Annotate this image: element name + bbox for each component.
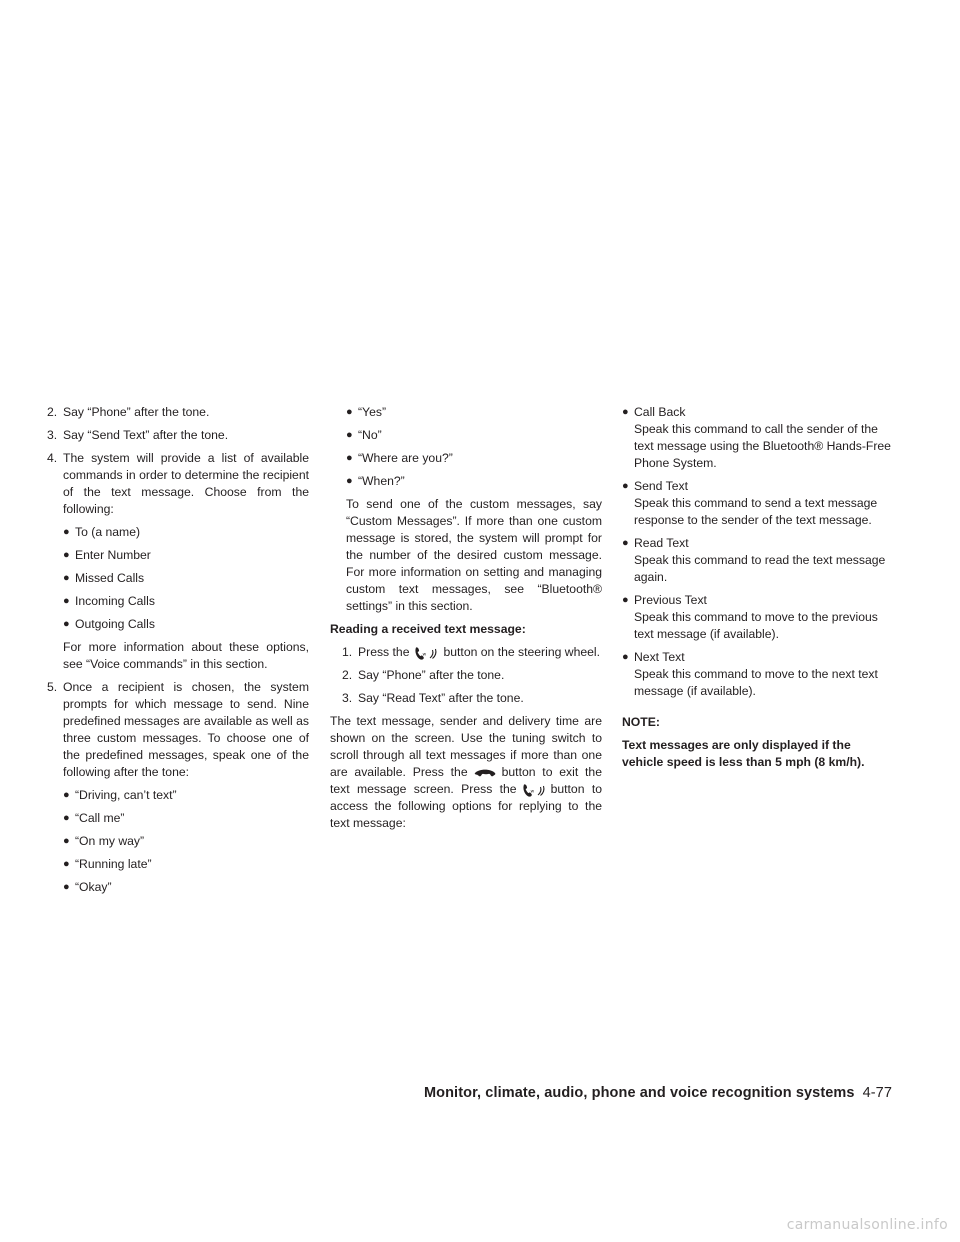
- bullet-icon: ●: [346, 452, 353, 464]
- read-step-3: 3. Say “Read Text” after the tone.: [342, 691, 524, 705]
- svg-text:w: w: [530, 789, 534, 795]
- option-next-text: ● Next Text Speak this command to move to the next text message (if available).: [622, 650, 878, 698]
- step-2: 2. Say “Phone” after the tone.: [47, 405, 210, 419]
- more-messages: [346, 404, 602, 615]
- left-column: [47, 404, 309, 902]
- list-item: ● To (a name): [63, 525, 141, 539]
- right-column: [622, 404, 894, 777]
- list-item: ● Incoming Calls: [63, 594, 155, 608]
- page-footer: [292, 1085, 892, 1102]
- svg-text:w: w: [422, 652, 427, 658]
- list-item: ● “Call me”: [63, 811, 125, 825]
- section-heading: Reading a received text message:: [330, 622, 526, 636]
- list-item: ● “No”: [346, 428, 382, 442]
- section-title: Monitor, climate, audio, phone and voice recognition systems: [423, 1085, 855, 1101]
- read-step-1: 1. Press the w button on the steering wheel.: [342, 645, 600, 659]
- list-item: ● “Where are you?”: [346, 451, 453, 465]
- read-step-2: 2. Say “Phone” after the tone.: [342, 668, 505, 682]
- list-item: ● “Driving, can’t text”: [63, 788, 177, 802]
- bullet-icon: ●: [346, 406, 353, 418]
- page-number: 4-77: [862, 1085, 892, 1101]
- step-4-options: [63, 524, 309, 673]
- bullet-icon: ●: [622, 651, 629, 663]
- option-send-text: ● Send Text Speak this command to send a text message response to the sender of the text message.: [622, 479, 878, 527]
- option-previous-text: ● Previous Text Speak this command to move to the previous text message (if available).: [622, 593, 878, 641]
- phone-talk-icon: [521, 783, 547, 797]
- watermark: carmanualsonline.info: [786, 1217, 948, 1233]
- note-text: Text messages are only displayed if the vehicle speed is less than 5 mph (8 km/h).: [622, 738, 865, 769]
- bullet-icon: ●: [63, 881, 70, 893]
- middle-column: [330, 404, 602, 838]
- list-item: ● “Okay”: [63, 880, 112, 894]
- bullet-icon: ●: [63, 618, 70, 630]
- list-item: ● Missed Calls: [63, 571, 145, 585]
- bullet-icon: ●: [622, 594, 629, 606]
- bullet-icon: ●: [63, 549, 70, 561]
- step-3: 3. Say “Send Text” after the tone.: [47, 428, 229, 442]
- bullet-icon: ●: [622, 537, 629, 549]
- bullet-icon: ●: [63, 526, 70, 538]
- bullet-icon: ●: [63, 789, 70, 801]
- bullet-icon: ●: [346, 429, 353, 441]
- list-item: ● “Running late”: [63, 857, 152, 871]
- step-5: 5. Once a recipient is chosen, the system prompts for which message to send. Nine predefined messages are available as well as three custom messages. To choose one of the predefined messages, speak one of the following after the tone:: [47, 680, 309, 779]
- list-item: ● Outgoing Calls: [63, 617, 155, 631]
- reading-paragraph: The text message, sender and delivery time are shown on the screen. Use the tuning switch to scroll through all text messages if more than one are available. Press the button to exit the text message screen. Press the w button to access the following options for replying to the text message:: [330, 714, 603, 830]
- step-5-messages: [63, 787, 309, 896]
- option-call-back: ● Call Back Speak this command to call the sender of the text message using the Bluetooth® Hands-Free Phone System.: [622, 405, 891, 470]
- list-item: ● Enter Number: [63, 548, 151, 562]
- bullet-icon: ●: [63, 812, 70, 824]
- bullet-icon: ●: [346, 475, 353, 487]
- phone-talk-icon: [413, 646, 439, 660]
- list-item: ● “When?”: [346, 474, 405, 488]
- bullet-icon: ●: [622, 406, 629, 418]
- list-item: ● “On my way”: [63, 834, 145, 848]
- list-item: ● “Yes”: [346, 405, 386, 419]
- note-label: NOTE:: [622, 715, 660, 729]
- bullet-icon: ●: [622, 480, 629, 492]
- step-4-note: For more information about these options, see “Voice commands” in this section.: [63, 640, 309, 671]
- phone-end-icon: [472, 766, 498, 780]
- bullet-icon: ●: [63, 835, 70, 847]
- bullet-icon: ●: [63, 595, 70, 607]
- custom-messages-note: To send one of the custom messages, say “Custom Messages”. If more than one custom message is stored, the system will prompt for the number of the desired custom message. For more information on setting and managing custom text messages, see “Bluetooth® settings” in this section.: [346, 497, 602, 613]
- bullet-icon: ●: [63, 858, 70, 870]
- bullet-icon: ●: [63, 572, 70, 584]
- step-4: 4. The system will provide a list of available commands in order to determine the recipient of the text message. Choose from the following:: [47, 451, 309, 516]
- option-read-text: ● Read Text Speak this command to read the text message again.: [622, 536, 886, 584]
